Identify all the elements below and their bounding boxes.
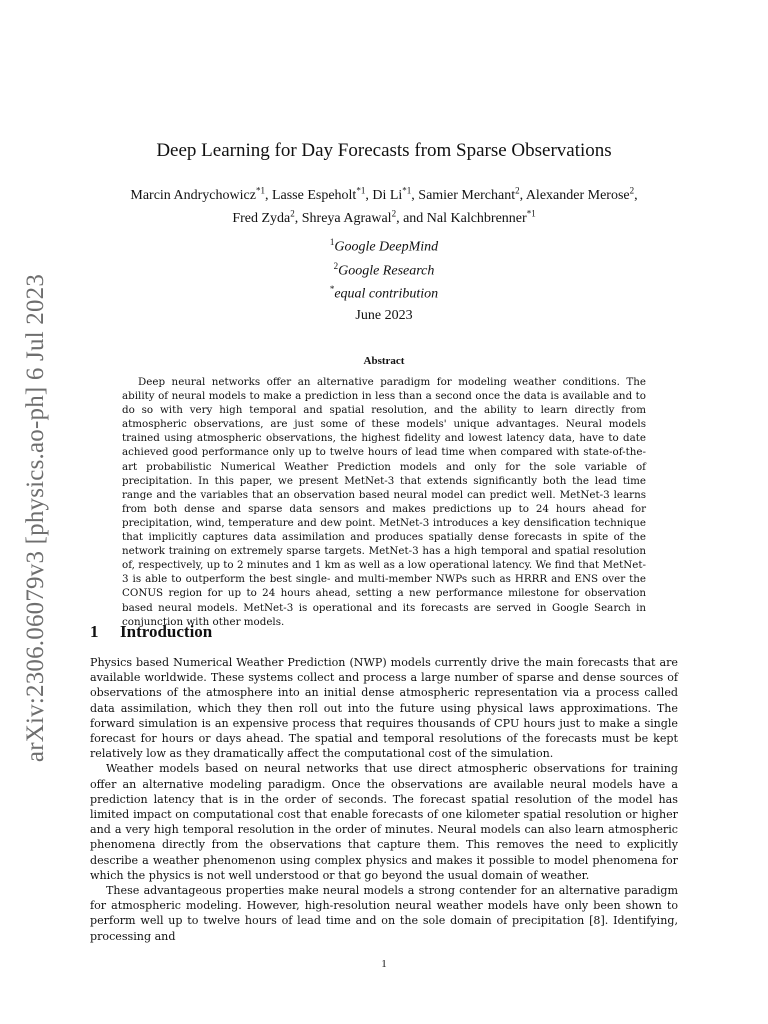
author (301, 208, 427, 227)
author-separator: , (365, 187, 373, 203)
author (426, 208, 536, 227)
author (271, 185, 373, 203)
author (372, 185, 419, 203)
author-name: Shreya Agrawal (301, 211, 392, 227)
publication-date: June 2023 (355, 308, 413, 323)
abstract-text: Deep neural networks offer an alternative paradigm for modeling weather conditions. The ability of neural models to make a prediction in less than a second once the data is available and to do so with very high temporal and spatial resolution, and the ability to learn directly from atmospheric observations, are just some of these models' unique advantages. Neural models trained using atmospheric observations, the highest fidelity and lowest latency data, have to date achieved good performance only up to twelve hours of lead time when compared with state-of-the-art probabilistic Numerical Weather Prediction models and only for the sole variable of precipitation. In this paper, we present MetNet-3 that extends significantly both the lead time range and the variables that an observation based neural model can predict well. MetNet-3 learns from both dense and sparse data sensors and makes predictions up to 24 hours ahead for precipitation, wind, temperature and dew point. MetNet-3 introduces a key densification technique that implicitly captures data assimilation and produces spatially dense forecasts in spite of the network training on extremely sparse targets. MetNet-3 has a high temporal and spatial resolution of, respectively, up to 2 minutes and 1 km as well as a low operational latency. We find that MetNet-3 is able to outperform the best single- and multi-member NWPs such as HRRR and ENS over the CONUS region for up to 24 hours ahead, setting a new performance milestone for observation based neural models. MetNet-3 is operational and its forecasts are served in Google Search in conjunction with other models. (122, 376, 646, 628)
paper-page (90, 0, 678, 1024)
affiliation-text: equal contribution (334, 286, 439, 302)
author-name: Fred Zyda (232, 211, 291, 227)
author-separator: , (264, 187, 272, 203)
author-name: Alexander Merose (525, 187, 630, 203)
author-mark: 2 (629, 185, 635, 195)
author-separator: , (294, 211, 302, 227)
author-separator: , (634, 187, 638, 203)
author-mark: 2 (391, 208, 397, 219)
section-title: Introduction (120, 622, 213, 641)
affiliation-text: Google Research (338, 263, 435, 279)
affiliation (90, 233, 678, 257)
arxiv-identifier-stamp (10, 258, 62, 778)
author (130, 185, 272, 203)
arxiv-identifier-text: arXiv:2306.06079v3 [physics.ao-ph] 6 Jul 2023 (22, 273, 49, 763)
author-list (90, 181, 678, 228)
affiliation (90, 257, 678, 281)
abstract-heading: Abstract (363, 355, 405, 367)
author (525, 185, 638, 203)
paper-title: Deep Learning for Day Forecasts from Sparse Observations (156, 140, 612, 161)
section-number: 1 (90, 622, 99, 641)
author-mark: *1 (356, 185, 366, 195)
author-name: Nal Kalchbrenner (426, 211, 527, 227)
author-name: Marcin Andrychowicz (130, 187, 256, 203)
affiliation-mark: 2 (333, 260, 339, 271)
paragraph: Physics based Numerical Weather Prediction (NWP) models currently drive the main forecasts that are available worldwide. These systems collect and process a large number of sparse and dense sources of observations of the atmosphere into an initial dense atmospheric representation via a process called data assimilation, which they then roll out into the future using physical laws approximations. The forward simulation is an expensive process that requires thousands of CPU hours just to make a single forecast for hours or days ahead. The spatial and temporal resolutions of the forecasts must be kept relatively low as they dramatically affect the computational cost of the simulation. (90, 656, 678, 761)
affiliation-mark: * (329, 284, 335, 295)
affiliation (90, 280, 678, 304)
page-number: 1 (381, 958, 387, 970)
section-heading (90, 622, 212, 642)
author-mark: 2 (515, 185, 520, 195)
author-separator: , and (396, 211, 427, 227)
author (418, 185, 526, 203)
author-separator: , (519, 187, 526, 203)
author-name: Lasse Espeholt (271, 187, 357, 203)
author-mark: *1 (255, 185, 265, 195)
author-mark: *1 (402, 185, 412, 195)
section-body (90, 655, 678, 944)
author-name: Di Li (372, 187, 403, 203)
author-separator: , (411, 187, 419, 203)
affiliation-mark: 1 (329, 237, 335, 247)
author-name: Samier Merchant (418, 187, 516, 203)
affiliation-list (90, 233, 678, 304)
author-mark: *1 (526, 208, 536, 219)
author-mark: 2 (290, 208, 295, 219)
affiliation-text: Google DeepMind (334, 239, 439, 255)
paragraph: Weather models based on neural networks that use direct atmospheric observations for training offer an alternative modeling paradigm. Once the observations are available neural models have a prediction latency that is in the order of seconds. The forecast spatial resolution of the model has limited impact on computational cost that enable forecasts of one kilometer spatial resolution or higher and a very high temporal resolution in the order of minutes. Neural models can also learn atmospheric phenomena directly from the observations that capture them. This removes the need to explicitly describe a weather phenomenon using complex physics and makes it possible to model phenomena for which the physics is not well understood or that go beyond the usual domain of weather. (90, 762, 678, 882)
paragraph: These advantageous properties make neural models a strong contender for an alternative paradigm for atmospheric modeling. However, high-resolution neural weather models have only been shown to perform well up to twelve hours of lead time and on the sole domain of precipitation [8]. Identifying, processing and (90, 884, 678, 943)
author (232, 208, 302, 227)
